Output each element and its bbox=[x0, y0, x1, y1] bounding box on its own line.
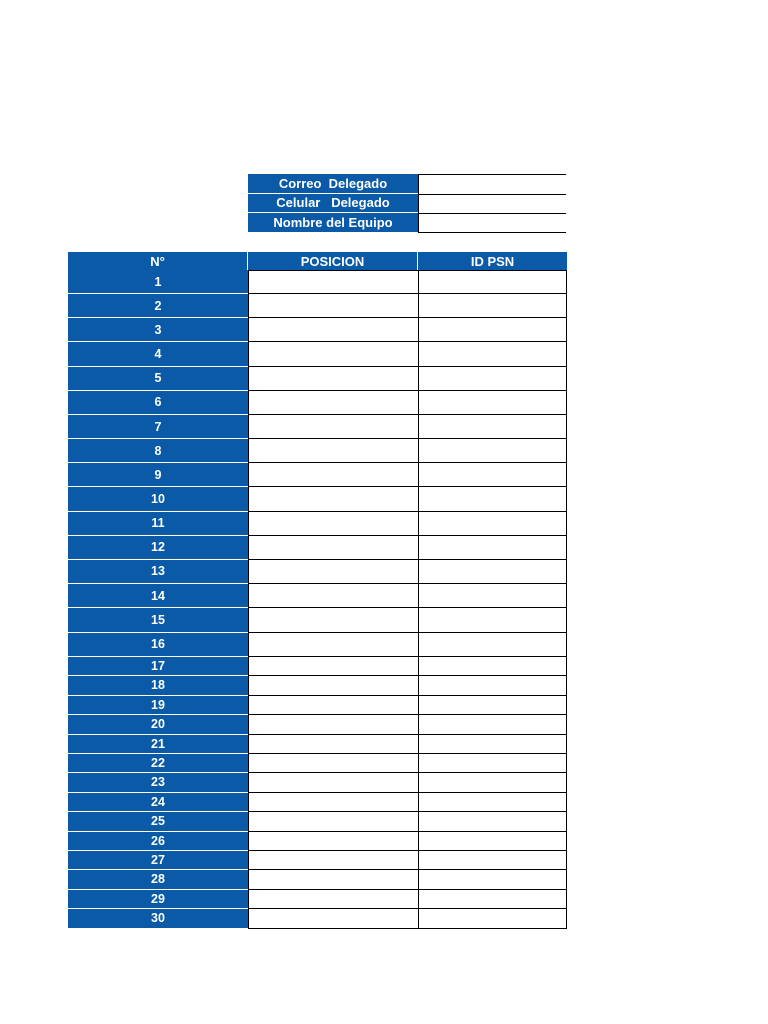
row-number: 1 bbox=[68, 270, 248, 294]
posicion-cell[interactable] bbox=[248, 318, 418, 342]
row-number: 12 bbox=[68, 536, 248, 560]
posicion-cell[interactable] bbox=[248, 793, 418, 813]
id-psn-cell[interactable] bbox=[418, 439, 567, 463]
row-number: 6 bbox=[68, 391, 248, 416]
id-psn-cell[interactable] bbox=[418, 318, 567, 342]
info-row-celular bbox=[248, 194, 566, 214]
id-psn-cell[interactable] bbox=[418, 294, 567, 318]
posicion-cell[interactable] bbox=[248, 536, 418, 560]
row-number: 7 bbox=[68, 415, 248, 439]
posicion-cell[interactable] bbox=[248, 870, 418, 890]
id-psn-cell[interactable] bbox=[418, 890, 567, 910]
posicion-cell[interactable] bbox=[248, 463, 418, 487]
table-row bbox=[68, 560, 567, 585]
row-number: 21 bbox=[68, 735, 248, 755]
roster-table bbox=[68, 252, 567, 929]
posicion-cell[interactable] bbox=[248, 754, 418, 773]
id-psn-cell[interactable] bbox=[418, 754, 567, 773]
posicion-cell[interactable] bbox=[248, 560, 418, 585]
posicion-cell[interactable] bbox=[248, 391, 418, 416]
table-row bbox=[68, 633, 567, 657]
id-psn-cell[interactable] bbox=[418, 696, 567, 716]
row-number: 28 bbox=[68, 870, 248, 890]
roster-header-row bbox=[68, 252, 567, 270]
row-number: 4 bbox=[68, 342, 248, 367]
posicion-cell[interactable] bbox=[248, 439, 418, 463]
posicion-cell[interactable] bbox=[248, 773, 418, 793]
table-row bbox=[68, 367, 567, 391]
id-psn-cell[interactable] bbox=[418, 608, 567, 633]
table-row bbox=[68, 890, 567, 910]
posicion-cell[interactable] bbox=[248, 696, 418, 716]
id-psn-cell[interactable] bbox=[418, 367, 567, 391]
id-psn-cell[interactable] bbox=[418, 415, 567, 439]
row-number: 5 bbox=[68, 367, 248, 391]
correo-delegado-label: Correo Delegado bbox=[248, 174, 418, 194]
posicion-cell[interactable] bbox=[248, 633, 418, 657]
celular-delegado-label: Celular Delegado bbox=[248, 194, 418, 214]
id-psn-cell[interactable] bbox=[418, 832, 567, 851]
id-psn-cell[interactable] bbox=[418, 773, 567, 793]
posicion-cell[interactable] bbox=[248, 676, 418, 696]
correo-delegado-field[interactable] bbox=[418, 174, 566, 194]
posicion-cell[interactable] bbox=[248, 715, 418, 735]
id-psn-cell[interactable] bbox=[418, 735, 567, 755]
posicion-cell[interactable] bbox=[248, 415, 418, 439]
table-row bbox=[68, 851, 567, 871]
table-row bbox=[68, 608, 567, 633]
row-number: 25 bbox=[68, 812, 248, 832]
id-psn-cell[interactable] bbox=[418, 715, 567, 735]
info-row-correo bbox=[248, 174, 566, 194]
team-info-table bbox=[248, 174, 566, 233]
id-psn-cell[interactable] bbox=[418, 463, 567, 487]
info-row-nombre-equipo bbox=[248, 213, 566, 233]
table-row bbox=[68, 812, 567, 832]
row-number: 24 bbox=[68, 793, 248, 813]
table-row bbox=[68, 318, 567, 342]
posicion-cell[interactable] bbox=[248, 367, 418, 391]
row-number: 23 bbox=[68, 773, 248, 793]
posicion-cell[interactable] bbox=[248, 890, 418, 910]
id-psn-cell[interactable] bbox=[418, 657, 567, 677]
id-psn-cell[interactable] bbox=[418, 391, 567, 416]
id-psn-cell[interactable] bbox=[418, 793, 567, 813]
posicion-cell[interactable] bbox=[248, 812, 418, 832]
row-number: 19 bbox=[68, 696, 248, 716]
table-row bbox=[68, 909, 567, 929]
header-number: N° bbox=[68, 252, 248, 270]
table-row bbox=[68, 584, 567, 608]
row-number: 3 bbox=[68, 318, 248, 342]
table-row bbox=[68, 439, 567, 463]
row-number: 30 bbox=[68, 909, 248, 929]
table-row bbox=[68, 415, 567, 439]
table-row bbox=[68, 773, 567, 793]
posicion-cell[interactable] bbox=[248, 657, 418, 677]
row-number: 17 bbox=[68, 657, 248, 677]
id-psn-cell[interactable] bbox=[418, 633, 567, 657]
row-number: 13 bbox=[68, 560, 248, 585]
row-number: 15 bbox=[68, 608, 248, 633]
row-number: 8 bbox=[68, 439, 248, 463]
celular-delegado-field[interactable] bbox=[418, 194, 566, 214]
table-row bbox=[68, 832, 567, 851]
posicion-cell[interactable] bbox=[248, 270, 418, 294]
posicion-cell[interactable] bbox=[248, 735, 418, 755]
table-row bbox=[68, 342, 567, 367]
table-row bbox=[68, 270, 567, 294]
posicion-cell[interactable] bbox=[248, 512, 418, 536]
roster-rows bbox=[68, 270, 567, 929]
row-number: 11 bbox=[68, 512, 248, 536]
posicion-cell[interactable] bbox=[248, 909, 418, 929]
posicion-cell[interactable] bbox=[248, 342, 418, 367]
table-row bbox=[68, 512, 567, 536]
table-row bbox=[68, 536, 567, 560]
id-psn-cell[interactable] bbox=[418, 512, 567, 536]
header-posicion: POSICION bbox=[248, 252, 418, 270]
table-row bbox=[68, 793, 567, 813]
id-psn-cell[interactable] bbox=[418, 676, 567, 696]
row-number: 2 bbox=[68, 294, 248, 318]
nombre-equipo-field[interactable] bbox=[418, 213, 566, 233]
table-row bbox=[68, 696, 567, 716]
id-psn-cell[interactable] bbox=[418, 909, 567, 929]
id-psn-cell[interactable] bbox=[418, 851, 567, 871]
table-row bbox=[68, 754, 567, 773]
table-row bbox=[68, 463, 567, 487]
table-row bbox=[68, 870, 567, 890]
row-number: 10 bbox=[68, 487, 248, 512]
posicion-cell[interactable] bbox=[248, 584, 418, 608]
posicion-cell[interactable] bbox=[248, 487, 418, 512]
posicion-cell[interactable] bbox=[248, 832, 418, 851]
row-number: 14 bbox=[68, 584, 248, 608]
table-row bbox=[68, 735, 567, 755]
table-row bbox=[68, 294, 567, 318]
id-psn-cell[interactable] bbox=[418, 584, 567, 608]
table-row bbox=[68, 391, 567, 416]
header-id-psn: ID PSN bbox=[418, 252, 567, 270]
nombre-equipo-label: Nombre del Equipo bbox=[248, 213, 418, 233]
id-psn-cell[interactable] bbox=[418, 812, 567, 832]
id-psn-cell[interactable] bbox=[418, 536, 567, 560]
row-number: 29 bbox=[68, 890, 248, 910]
row-number: 9 bbox=[68, 463, 248, 487]
row-number: 26 bbox=[68, 832, 248, 851]
row-number: 22 bbox=[68, 754, 248, 773]
id-psn-cell[interactable] bbox=[418, 270, 567, 294]
id-psn-cell[interactable] bbox=[418, 487, 567, 512]
row-number: 20 bbox=[68, 715, 248, 735]
id-psn-cell[interactable] bbox=[418, 560, 567, 585]
posicion-cell[interactable] bbox=[248, 294, 418, 318]
table-row bbox=[68, 657, 567, 677]
row-number: 18 bbox=[68, 676, 248, 696]
table-row bbox=[68, 487, 567, 512]
id-psn-cell[interactable] bbox=[418, 870, 567, 890]
posicion-cell[interactable] bbox=[248, 608, 418, 633]
id-psn-cell[interactable] bbox=[418, 342, 567, 367]
row-number: 16 bbox=[68, 633, 248, 657]
table-row bbox=[68, 676, 567, 696]
posicion-cell[interactable] bbox=[248, 851, 418, 871]
table-row bbox=[68, 715, 567, 735]
row-number: 27 bbox=[68, 851, 248, 871]
